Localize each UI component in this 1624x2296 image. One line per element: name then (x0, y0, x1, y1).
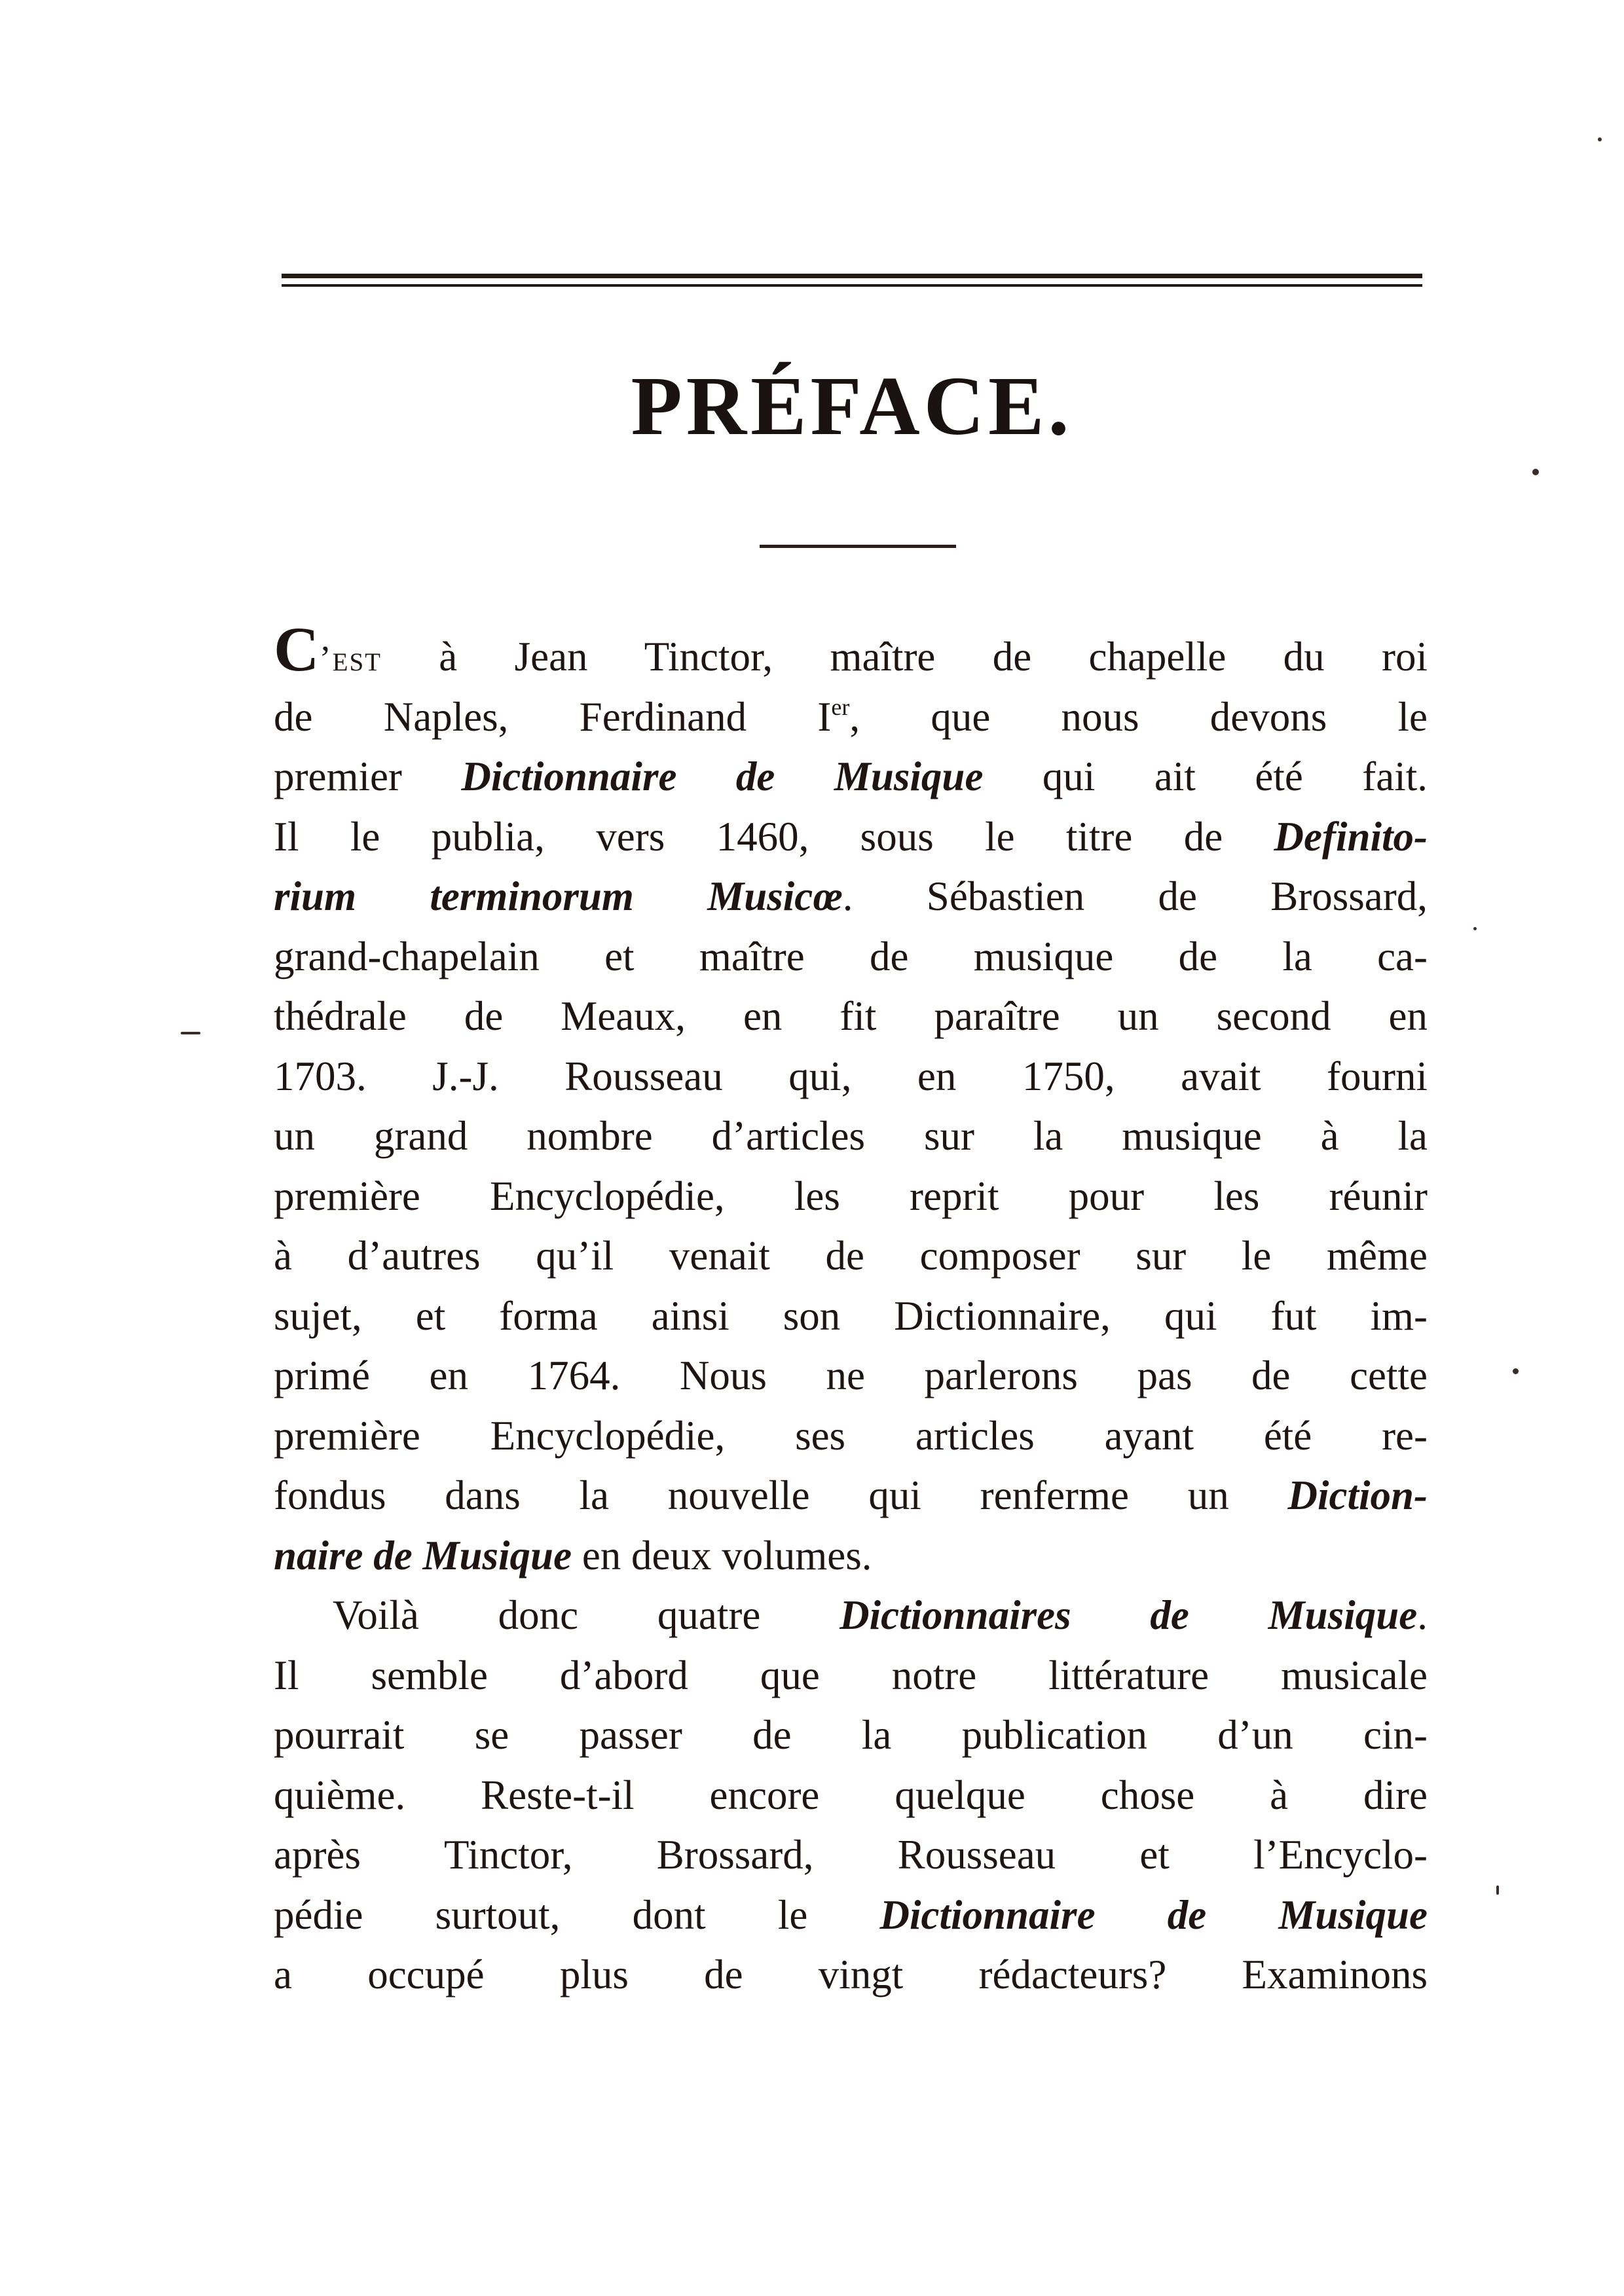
text-segment: premier (274, 754, 462, 799)
text-line-p1-8 (274, 1047, 1428, 1107)
text-line-p1-3 (274, 747, 1428, 807)
text-line-p2-5 (274, 1825, 1428, 1886)
header-double-rule (282, 274, 1422, 293)
text-line-p2-7 (274, 1945, 1428, 2005)
text-line-p1-6 (274, 927, 1428, 987)
scan-speck (1496, 1886, 1499, 1895)
text-segment: à d’autres qu’il venait de composer sur le même (274, 1233, 1428, 1279)
text-segment: . (1417, 1592, 1428, 1638)
text-segment: Voilà donc quatre (333, 1592, 840, 1638)
text-segment: grand-chapelain et maître de musique de la ca- (274, 933, 1428, 979)
italic-title: Dictionnaires de Musique (840, 1592, 1418, 1638)
scan-speck (1598, 137, 1602, 141)
italic-title: naire de Musique (274, 1532, 572, 1578)
text-line-p1-5 (274, 867, 1428, 927)
text-line-p1-16 (274, 1526, 1428, 1586)
text-segment: après Tinctor, Brossard, Rousseau et l’Encyclo- (274, 1832, 1428, 1878)
drop-cap: C (274, 614, 320, 684)
italic-title: Dictionnaire de Musique (879, 1891, 1428, 1938)
text-segment: fondus dans la nouvelle qui renferme un (274, 1472, 1288, 1518)
text-segment: de Naples, Ferdinand I (274, 693, 832, 740)
text-segment: en deux volumes. (572, 1532, 872, 1578)
italic-title: rium terminorum Musicœ (274, 873, 843, 919)
title-separator-rule (760, 545, 956, 548)
scan-speck (1513, 1368, 1519, 1374)
text-line-p1-4 (274, 807, 1428, 867)
text-line-p2-2 (274, 1646, 1428, 1706)
text-line-p2-4 (274, 1766, 1428, 1826)
text-segment: quième. Reste-t-il encore quelque chose à dire (274, 1772, 1428, 1818)
text-segment: thédrale de Meaux, en fit paraître un second en (274, 993, 1428, 1039)
text-segment: sujet, et forma ainsi son Dictionnaire, qui fut im- (274, 1292, 1428, 1339)
text-segment: , que nous devons le (849, 693, 1428, 740)
text-segment: . Sébastien de Brossard, (842, 873, 1428, 919)
text-line-p2-3 (274, 1705, 1428, 1766)
text-segment: Il le publia, vers 1460, sous le titre de (274, 813, 1274, 860)
text-segment: pédie surtout, dont le (274, 1891, 880, 1938)
text-line-p1-14 (274, 1406, 1428, 1467)
small-caps-word: ’est (319, 638, 382, 678)
text-line-p2-1 (274, 1586, 1428, 1646)
scan-speck (1473, 927, 1477, 930)
text-line-p1-11 (274, 1226, 1428, 1286)
header-rule-thin (282, 284, 1422, 287)
italic-title: Definito- (1274, 813, 1428, 860)
text-segment: qui ait été fait. (983, 754, 1428, 799)
text-line-p1-7 (274, 987, 1428, 1047)
text-line-p1-9 (274, 1106, 1428, 1167)
text-segment: pourrait se passer de la publication d’un cin- (274, 1712, 1428, 1758)
text-segment: 1703. J.-J. Rousseau qui, en 1750, avait fourni (274, 1053, 1428, 1099)
scan-speck (181, 1032, 200, 1034)
text-line-p1-13 (274, 1346, 1428, 1406)
preface-body (274, 614, 1428, 2005)
text-segment: un grand nombre d’articles sur la musique à la (274, 1113, 1428, 1159)
header-rule-thick (282, 274, 1422, 278)
italic-title: Dictionnaire de Musique (461, 754, 984, 799)
text-segment: première Encyclopédie, les reprit pour les réunir (274, 1173, 1428, 1219)
text-line-p1-15 (274, 1466, 1428, 1526)
page-title: PRÉFACE. (631, 359, 1073, 452)
scan-speck (1532, 469, 1539, 475)
text-segment: Il semble d’abord que notre littérature musicale (274, 1652, 1428, 1698)
text-segment: primé en 1764. Nous ne parlerons pas de cette (274, 1353, 1428, 1398)
text-line-p1-12 (274, 1286, 1428, 1347)
text-segment: première Encyclopédie, ses articles ayant été re- (274, 1412, 1428, 1459)
text-segment: a occupé plus de vingt rédacteurs? Examinons (274, 1952, 1428, 1997)
italic-title: Diction- (1287, 1472, 1428, 1518)
text-line-p2-6 (274, 1886, 1428, 1946)
text-line-p1-1 (274, 614, 1428, 687)
text-line-p1-2 (274, 687, 1428, 748)
superscript: er (831, 693, 850, 720)
text-line-p1-10 (274, 1167, 1428, 1227)
text-segment: à Jean Tinctor, maître de chapelle du roi (381, 634, 1428, 680)
